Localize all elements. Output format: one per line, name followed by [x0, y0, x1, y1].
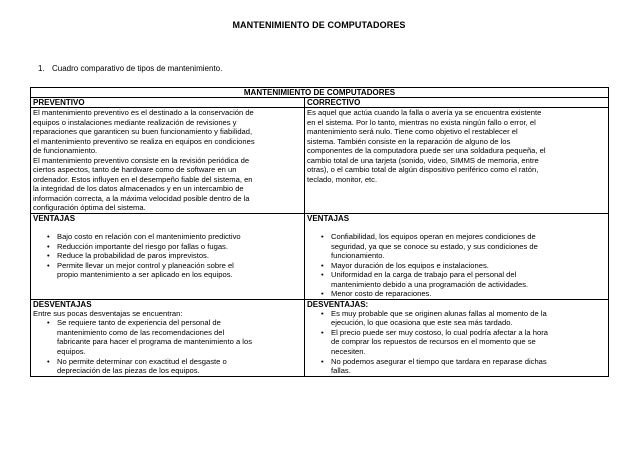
preventivo-description: [31, 108, 305, 214]
bullet-list: [33, 318, 302, 375]
bullet-list: [307, 232, 606, 299]
text-line: teclado, monitor, etc.: [307, 174, 378, 184]
list-item: • Reduce la probabilidad de paros imprevistos.: [33, 251, 302, 261]
text-line: sistema. También consiste en la reparación de alguno de los: [307, 136, 511, 146]
list-number: 1.: [38, 64, 45, 73]
correctivo-description: [305, 108, 609, 214]
text-line: Es aquel que actúa cuando la falla o avería ya se encuentra existente: [307, 108, 542, 117]
text-line: reparaciones que garanticen su buen funcionamiento y fiabilidad,: [33, 127, 253, 137]
desventajas-title: DESVENTAJAS: [33, 299, 92, 309]
list-item: • Bajo costo en relación con el mantenimiento predictivo: [33, 232, 302, 242]
list-item: • Menor costo de reparaciones.: [307, 289, 606, 299]
header-preventivo: PREVENTIVO: [31, 98, 305, 108]
list-item: • Permite llevar un mejor control y planeación sobre el propio mantenimiento a ser aplicado en los equipos.: [33, 261, 302, 280]
list-item: • No podemos asegurar el tiempo que tardara en reparase dichas fallas.: [307, 357, 606, 376]
desventajas-row: [31, 299, 609, 376]
desventajas-correctivo: [305, 299, 609, 376]
text-line: el mantenimiento preventivo se realiza en equipos en condiciones: [33, 136, 255, 146]
definition-row: [31, 108, 609, 214]
text-line: equipos o instalaciones mediante realización de revisiones y: [33, 117, 237, 127]
bullet-list: [33, 232, 302, 280]
ventajas-title: VENTAJAS: [307, 214, 350, 224]
desventajas-title: DESVENTAJAS:: [307, 299, 369, 309]
list-item: • No permite determinar con exactitud el desgaste o depreciación de las piezas de los equipos.: [33, 357, 302, 376]
list-item: • Mayor duración de los equipos e instalaciones.: [307, 261, 606, 271]
ventajas-correctivo: [305, 214, 609, 300]
ventajas-title: VENTAJAS: [33, 214, 76, 224]
list-item: • Uniformidad en la carga de trabajo para el personal del mantenimiento debido a una programación de actividades.: [307, 270, 606, 289]
header-correctivo: CORRECTIVO: [305, 98, 609, 108]
text-line: componentes de la computadora puede ser una soldadura pequeña, el: [307, 146, 546, 156]
table-header-row: [31, 98, 609, 108]
list-item: • El precio puede ser muy costoso, lo cual podría afectar a la hora de comprar los repuestos de recursos en el momento que se necesiten.: [307, 328, 606, 357]
desventajas-intro: Entre sus pocas desventajas se encuentran:: [33, 308, 183, 318]
numbered-list-item: [38, 64, 222, 73]
ventajas-row: [31, 214, 609, 300]
list-item: • Reducción importante del riesgo por fallas o fugas.: [33, 242, 302, 252]
text-line: El mantenimiento preventivo es el destinado a la conservación de: [33, 108, 254, 117]
bullet-list: [307, 309, 606, 376]
text-line: ordenador. Estos influyen en el desempeño fiable del sistema, en: [33, 174, 253, 184]
text-line: mantenimiento será nulo. Tiene como objetivo el restablecer el: [307, 127, 518, 137]
list-item: • Se requiere tanto de experiencia del personal de mantenimiento como de las recomendaciones del fabricante para hacer el programa de mantenimiento a los equipos.: [33, 318, 302, 356]
list-item-text: Cuadro comparativo de tipos de mantenimiento.: [52, 64, 223, 73]
list-item: • Confiabilidad, los equipos operan en mejores condiciones de seguridad, ya que se conoce su estado, y sus condiciones de funcionamiento.: [307, 232, 606, 261]
comparison-table: [30, 87, 609, 377]
text-line: El mantenimiento preventivo consiste en la revisión periódica de: [33, 155, 250, 165]
page-title: MANTENIMIENTO DE COMPUTADORES: [232, 20, 406, 30]
text-line: en el sistema. Por lo tanto, mientras no exista ningún fallo o error, el: [307, 117, 536, 127]
text-line: configuración óptima del sistema.: [33, 203, 146, 213]
desventajas-preventivo: [31, 299, 305, 376]
text-line: de funcionamiento.: [33, 146, 98, 156]
text-line: la integridad de los datos almacenados y en un intercambio de: [33, 184, 244, 194]
text-line: ciertos aspectos, tanto de hardware como de software en un: [33, 165, 237, 175]
text-line: cambio total de una tarjeta (sonido, video, SIMMS de memoria, entre: [307, 155, 539, 165]
table-caption: MANTENIMIENTO DE COMPUTADORES: [31, 88, 609, 98]
text-line: información correcta, a la máxima velocidad posible dentro de la: [33, 193, 250, 203]
list-item: • Es muy probable que se originen alunas fallas al momento de la ejecución, lo que ocasiona que este sea más tardado.: [307, 309, 606, 328]
table-caption-row: [31, 88, 609, 98]
ventajas-preventivo: [31, 214, 305, 300]
text-line: otras), o el cambio total de algún dispositivo periférico como el ratón,: [307, 165, 539, 175]
